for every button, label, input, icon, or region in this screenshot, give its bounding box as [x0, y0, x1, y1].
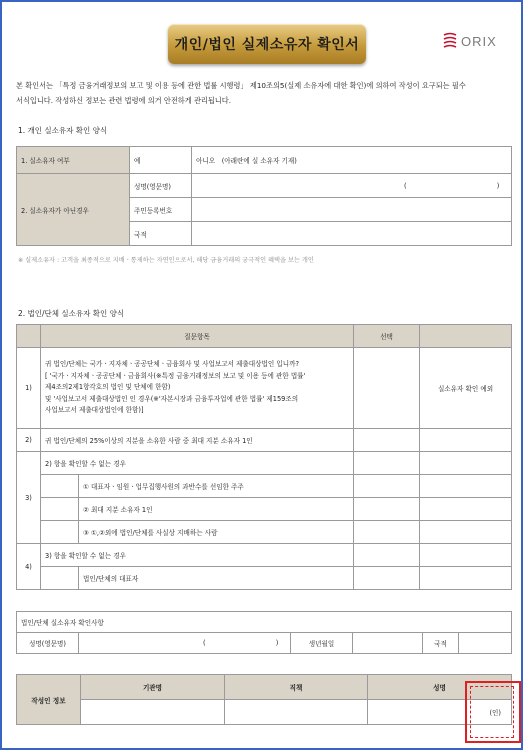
org-field[interactable]	[81, 700, 225, 725]
q4-indent-1	[41, 567, 79, 590]
owner-status-no[interactable]: 아니오 (아래란에 실 소유자 기재)	[192, 147, 512, 174]
header-select: 선택	[354, 325, 420, 348]
q3-option-3-select[interactable]	[354, 521, 420, 544]
q4-option-1-blank	[420, 567, 512, 590]
q1-line-2: [ '국가ㆍ지자체ㆍ공공단체ㆍ금융회사(※특정 금융거래정보의 보고 및 이용 등에 관한 법률'	[45, 371, 306, 380]
nationality-label: 국적	[130, 222, 192, 246]
nationality-field[interactable]	[192, 222, 512, 246]
corp-name-paren-close: )	[275, 639, 279, 647]
writer-info-table	[16, 674, 512, 725]
q1-line-3: 제4조의2제1항각호의 법인 및 단체에 한함)	[45, 383, 171, 392]
birth-label: 생년월일	[291, 633, 353, 654]
corp-name-field[interactable]	[79, 633, 291, 654]
q2-number: 2)	[17, 429, 41, 452]
intro-line-1: 본 확인서는 「특정 금융거래정보의 보고 및 이용 등에 관한 법률 시행령」 제10조의5(실제 소유자에 대한 확인)에 의하여 작성이 요구되는 필수	[16, 81, 466, 90]
corp-nationality-field[interactable]	[459, 633, 512, 654]
corporate-owner-table	[16, 324, 512, 590]
orix-logo	[442, 30, 512, 52]
q3-number: 3)	[17, 452, 41, 544]
owner-definition-note: ※ 실제소유자 : 고객을 최종적으로 지배ㆍ통제하는 자연인으로서, 해당 금융거래의 궁극적인 혜택을 보는 개인	[18, 257, 314, 264]
rrn-field[interactable]	[192, 198, 512, 222]
corp-name-paren-open: (	[203, 639, 206, 647]
position-field[interactable]	[225, 700, 368, 725]
header-question: 질문항목	[41, 325, 354, 348]
q3-option-3-blank	[420, 521, 512, 544]
q3-option-2-blank	[420, 498, 512, 521]
orix-logo-icon	[442, 32, 458, 50]
name-paren-open: (	[404, 181, 407, 190]
q3-indent-2	[41, 498, 79, 521]
confirm-label: 법인/단체 실소유자 확인사항	[17, 612, 512, 633]
q3-select-cell[interactable]	[354, 452, 420, 475]
owner-status-yes[interactable]: 예	[130, 147, 192, 174]
q3-option-2-select[interactable]	[354, 498, 420, 521]
q3-text: 2) 항을 확인할 수 없는 경우	[41, 452, 354, 475]
q3-option-1-select[interactable]	[354, 475, 420, 498]
section2-title: 2. 법인/단체 실소유자 확인 양식	[18, 309, 125, 318]
q3-option-3: ③ ①,②외에 법인/단체를 사실상 지배하는 사람	[79, 521, 354, 544]
title-banner	[168, 24, 366, 64]
q4-select-cell[interactable]	[354, 544, 420, 567]
writer-label: 작성인 정보	[17, 675, 81, 725]
corp-name-label: 성명(영문명)	[17, 633, 79, 654]
q1-select-cell[interactable]	[354, 348, 420, 429]
q1-text	[41, 348, 354, 429]
name-label: 성명(영문명)	[130, 174, 192, 198]
section1-title: 1. 개인 실소유자 확인 양식	[18, 126, 108, 135]
birth-field[interactable]	[353, 633, 423, 654]
not-owner-label: 2. 실소유자가 아닌경우	[17, 174, 130, 246]
corp-nationality-label: 국적	[423, 633, 459, 654]
position-label: 직책	[225, 675, 368, 700]
document-title: 개인/법인 실제소유자 확인서	[174, 37, 360, 53]
rrn-label: 주민등록번호	[130, 198, 192, 222]
intro-text	[16, 78, 512, 108]
q1-line-4: 및 '사업보고서 제출대상법인 인 경우(※'자본시장과 금융투자업에 관한 법률' 제159조의	[45, 394, 299, 403]
orix-logo-text: ORIX	[461, 33, 497, 49]
signature-highlight-dashed	[470, 686, 514, 738]
q1-line-5: 사업보고서 제출대상법인에 한함)]	[45, 406, 144, 415]
q2-select-cell[interactable]	[354, 429, 420, 452]
writer-name-label: 성명	[368, 675, 512, 700]
q3-option-1-blank	[420, 475, 512, 498]
q4-text: 3) 항을 확인할 수 없는 경우	[41, 544, 354, 567]
name-paren-close: )	[496, 181, 500, 190]
q3-option-2: ② 최대 지분 소유자 1인	[79, 498, 354, 521]
name-field[interactable]	[192, 174, 512, 198]
org-label: 기관명	[81, 675, 225, 700]
header-blank	[17, 325, 41, 348]
q3-blank	[420, 452, 512, 475]
q3-indent-1	[41, 475, 79, 498]
intro-line-2: 서식입니다. 작성하신 정보는 관련 법령에 의거 안전하게 관리됩니다.	[16, 96, 231, 105]
corporate-confirm-table	[16, 611, 512, 654]
seal-mark: (인)	[489, 709, 501, 717]
q4-blank	[420, 544, 512, 567]
q3-option-1: ① 대표자ㆍ임원ㆍ업무집행사원의 과반수를 선임한 주주	[79, 475, 354, 498]
q4-option-1-select[interactable]	[354, 567, 420, 590]
header-blank-right	[420, 325, 512, 348]
q1-exception[interactable]: 실소유자 확인 예외	[420, 348, 512, 429]
q2-blank	[420, 429, 512, 452]
q4-number: 4)	[17, 544, 41, 590]
q1-line-1: 귀 법인/단체는 국가ㆍ지자체ㆍ공공단체ㆍ금융회사 및 사업보고서 제출대상법인 입니까?	[45, 360, 299, 369]
q2-text: 귀 법인/단체의 25%이상의 지분을 소유한 사람 중 최대 지분 소유자 1인	[41, 429, 354, 452]
owner-status-label: 1. 실소유자 여부	[17, 147, 130, 174]
individual-owner-table	[16, 146, 512, 246]
q4-option-1: 법인/단체의 대표자	[79, 567, 354, 590]
q3-indent-3	[41, 521, 79, 544]
q1-number: 1)	[17, 348, 41, 429]
